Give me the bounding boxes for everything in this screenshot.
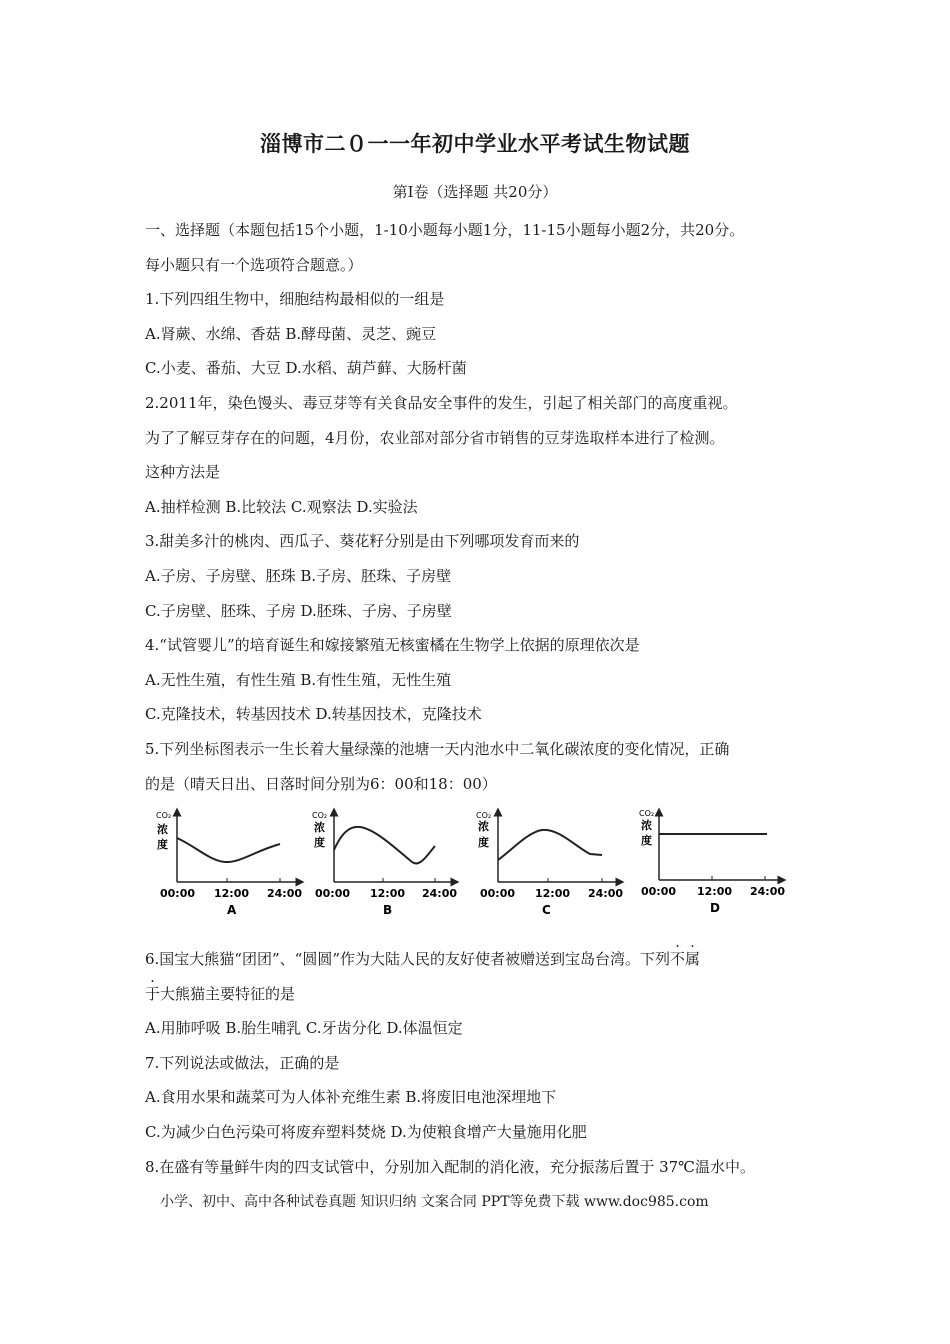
graph-b-curve [334, 827, 435, 864]
graph-b-tick-0: 00:00 [315, 887, 351, 900]
graph-a-curve [177, 838, 280, 862]
q1-options-ab: A.肾蕨、水绵、香菇 B.酵母菌、灵芝、豌豆 [145, 324, 437, 343]
q3-options-ab: A.子房、子房壁、胚珠 B.子房、胚珠、子房壁 [145, 566, 452, 585]
graph-b [312, 811, 457, 917]
q4-stem: 4.“试管婴儿”的培育诞生和嫁接繁殖无核蜜橘在生物学上依据的原理依次是 [145, 636, 640, 655]
graph-c-tick-24: 24:00 [588, 887, 624, 900]
graph-d-tick-0: 00:00 [641, 885, 677, 898]
graph-c-conc-label-2: 度 [478, 836, 489, 849]
section-instructions-line-1: 一、选择题（本题包括15个小题，1-10小题每小题1分，11-15小题每小题2分，共20分。 [145, 221, 745, 239]
graph-c [476, 811, 623, 917]
q5-stem-line-1: 5.下列坐标图表示一生长着大量绿藻的池塘一天内池水中二氧化碳浓度的变化情况，正确 [145, 739, 730, 758]
graph-c-conc-label-1: 浓 [478, 820, 489, 833]
co2-graphs [150, 806, 790, 926]
emphasis-char-shu: 属 [685, 950, 701, 968]
section-subtitle: 第Ⅰ卷（选择题 共20分） [392, 183, 558, 201]
graph-a-conc-label-1: 浓 [157, 823, 168, 836]
graph-b-tick-12: 12:00 [370, 887, 406, 900]
graph-c-letter: C [542, 903, 551, 917]
exam-title: 淄博市二０一一年初中学业水平考试生物试题 [260, 131, 690, 156]
q5-stem-line-2: 的是（晴天日出、日落时间分别为6：00和18：00） [145, 774, 497, 793]
q8-stem: 8.在盛有等量鲜牛肉的四支试管中，分别加入配制的消化液，充分振荡后置于 37℃温水中。 [145, 1157, 755, 1176]
graph-c-curve [498, 830, 602, 860]
graph-a-tick-12: 12:00 [214, 887, 250, 900]
q6-stem-line-1: 6.国宝大熊猫“团团”、“圆圆”作为大陆人民的友好使者被赠送到宝岛台湾。下列不属 [145, 950, 701, 968]
q4-options-ab: A.无性生殖，有性生殖 B.有性生殖，无性生殖 [145, 670, 452, 689]
graph-d-conc-label-1: 浓 [641, 819, 652, 832]
graph-c-tick-0: 00:00 [480, 887, 516, 900]
q6-stem-line-2: 于大熊猫主要特征的是 [145, 984, 296, 1003]
emphasis-char-yu: 于 [145, 984, 161, 1003]
page-footer: 小学、初中、高中各种试卷真题 知识归纳 文案合同 PPT等免费下载 www.doc985.com [160, 1194, 709, 1210]
graph-a-letter: A [227, 903, 237, 917]
q1-stem: 1.下列四组生物中，细胞结构最相似的一组是 [145, 290, 445, 309]
graph-a-tick-24: 24:00 [267, 887, 303, 900]
q2-stem-line-2: 为了了解豆芽存在的问题，4月份，农业部对部分省市销售的豆芽选取样本进行了检测。 [145, 428, 725, 447]
graph-a-tick-0: 00:00 [160, 887, 196, 900]
q7-options-ab: A.食用水果和蔬菜可为人体补充维生素 B.将废旧电池深埋地下 [145, 1088, 557, 1107]
graph-a [156, 811, 302, 917]
graph-d-co2-label: CO₂ [639, 809, 655, 818]
graph-a-conc-label-2: 度 [157, 838, 168, 851]
emphasis-char-bu: 不 [670, 950, 686, 968]
graph-b-conc-label-1: 浓 [314, 821, 325, 834]
graph-b-co2-label: CO₂ [312, 811, 328, 820]
q2-options: A.抽样检测 B.比较法 C.观察法 D.实验法 [145, 497, 418, 516]
graph-d-conc-label-2: 度 [641, 834, 652, 847]
q7-options-cd: C.为减少白色污染可将废弃塑料焚烧 D.为使粮食增产大量施用化肥 [145, 1122, 587, 1141]
graph-d-letter: D [710, 901, 720, 915]
q6-options: A.用肺呼吸 B.胎生哺乳 C.牙齿分化 D.体温恒定 [145, 1019, 463, 1038]
graph-c-tick-12: 12:00 [535, 887, 571, 900]
q3-options-cd: C.子房壁、胚珠、子房 D.胚珠、子房、子房壁 [145, 601, 452, 620]
graph-d [639, 809, 785, 915]
graph-b-letter: B [383, 903, 393, 917]
q2-stem-line-3: 这种方法是 [145, 463, 221, 482]
exam-body [145, 213, 835, 801]
q2-stem-line-1: 2.2011年，染色馒头、毒豆芽等有关食品安全事件的发生，引起了相关部门的高度重视。 [145, 393, 738, 412]
section-instructions-line-2: 每小题只有一个选项符合题意。） [145, 255, 363, 274]
graph-c-co2-label: CO₂ [476, 811, 492, 820]
exam-body-continued [145, 942, 835, 1184]
q4-options-cd: C.克隆技术，转基因技术 D.转基因技术，克隆技术 [145, 705, 482, 724]
graph-d-tick-24: 24:00 [750, 885, 786, 898]
graph-a-co2-label: CO₂ [156, 811, 172, 820]
graph-b-conc-label-2: 度 [314, 836, 325, 849]
q3-stem: 3.甜美多汁的桃肉、西瓜子、葵花籽分别是由下列哪项发育而来的 [145, 532, 580, 551]
q7-stem: 7.下列说法或做法，正确的是 [145, 1053, 340, 1072]
graph-b-tick-24: 24:00 [422, 887, 458, 900]
co2-graphs-svg [150, 806, 790, 926]
graph-d-tick-12: 12:00 [697, 885, 733, 898]
q1-options-cd: C.小麦、番茄、大豆 D.水稻、葫芦藓、大肠杆菌 [145, 359, 467, 378]
